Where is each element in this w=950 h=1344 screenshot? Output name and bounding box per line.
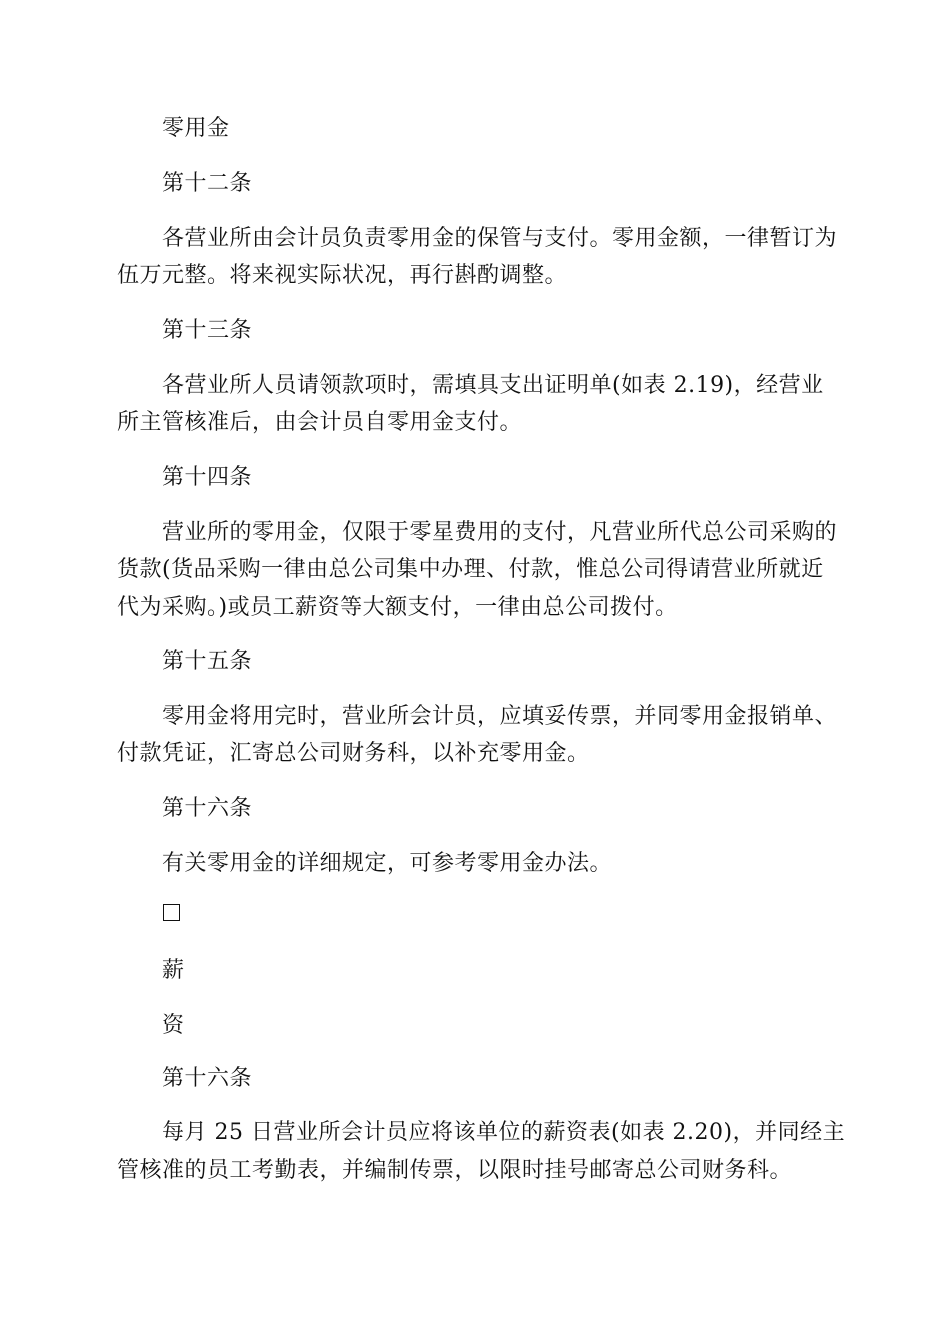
article-15-line-1: 零用金将用完时，营业所会计员，应填妥传票，并同零用金报销单、 <box>162 704 838 729</box>
article-16a-heading: 第十六条 <box>162 796 253 821</box>
salary-title-char-1: 薪 <box>162 958 185 983</box>
article-12-line-1: 各营业所由会计员负责零用金的保管与支付。零用金额，一律暂订为 <box>162 226 838 251</box>
article-14-line-3: 代为采购。)或员工薪资等大额支付，一律由总公司拨付。 <box>117 595 678 620</box>
article-16a-line-1: 有关零用金的详细规定，可参考零用金办法。 <box>162 851 613 876</box>
article-15-line-2: 付款凭证，汇寄总公司财务科，以补充零用金。 <box>117 741 590 766</box>
article-13-line-1: 各营业所人员请领款项时，需填具支出证明单(如表 2.19)，经营业 <box>162 373 824 398</box>
article-14-heading: 第十四条 <box>162 465 253 490</box>
checkbox-icon <box>163 904 180 921</box>
salary-title-char-2: 资 <box>162 1013 185 1038</box>
article-14-line-1: 营业所的零用金，仅限于零星费用的支付，凡营业所代总公司采购的 <box>162 520 838 545</box>
article-13-line-2: 所主管核准后，由会计员自零用金支付。 <box>117 410 523 435</box>
article-14-line-2: 货款(货品采购一律由总公司集中办理、付款，惟总公司得请营业所就近 <box>117 557 824 582</box>
section-title-petty-cash: 零用金 <box>162 116 230 141</box>
article-12-line-2: 伍万元整。将来视实际状况，再行斟酌调整。 <box>117 263 568 288</box>
article-16b-line-2: 管核准的员工考勤表，并编制传票，以限时挂号邮寄总公司财务科。 <box>117 1158 793 1183</box>
article-16b-line-1: 每月 25 日营业所会计员应将该单位的薪资表(如表 2.20)，并同经主 <box>162 1120 846 1145</box>
article-12-heading: 第十二条 <box>162 171 253 196</box>
article-15-heading: 第十五条 <box>162 649 253 674</box>
article-16b-heading: 第十六条 <box>162 1066 253 1091</box>
article-13-heading: 第十三条 <box>162 318 253 343</box>
